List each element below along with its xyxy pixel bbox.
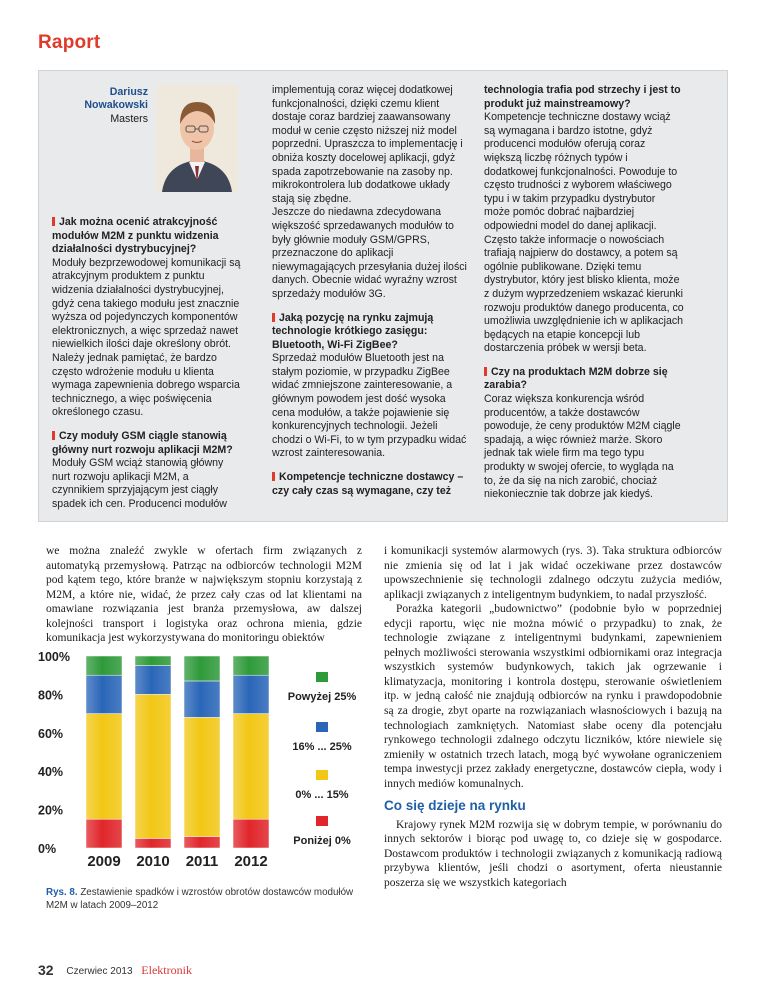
interview-question: Kompetencje techniczne dostawcy – czy cały czas są wymagane, czy też: [272, 471, 470, 498]
interview-answer: Sprzedaż modułów Bluetooth jest na stałym poziomie, w przypadku ZigBee widać zmniejszone zainteresowanie, a głównym powodem jest dość wysoka cena modułów, a także pojawienie się konkurencyjnych technologii. Jeżeli chodzi o Wi-Fi, to w tym przypadku widać wzrost zainteresowania.: [272, 352, 467, 460]
bar-segment-2012-015: [233, 714, 269, 820]
interview-answer: Moduły bezprzewodowej komunikacji są atrakcyjnym produktem z punktu widzenia działalności dystrybucyjnej, gdyż cena takiego modułu jest znacznie wyższa od pojedynczych komponentów elektronicznych, a więc sprzedaż nawet niewielkich ilości daje określony obrót. Należy jednak pamiętać, że bardzo często wdrożenie modułu u klienta wymaga zapewnienia dobrego wsparcia technicznego, a więc poświęcenia określonego czasu.: [52, 256, 241, 419]
y-tick-label: 80%: [38, 688, 64, 703]
interview-answer: Moduły GSM wciąż stanowią główny nurt rozwoju aplikacji M2M, a czynnikiem sprzyjającym jest ciągły spadek ich cen. Producenci modułów: [52, 457, 227, 510]
interview-question: Czy moduły GSM ciągle stanowią główny nurt rozwoju aplikacji M2M?: [52, 430, 242, 457]
y-tick-label: 20%: [38, 803, 64, 818]
interview-answer: Kompetencje techniczne dostawy wciąż są wymagana i bardzo istotne, gdyż producenci modułów oferują coraz większą liczbę różnych typów i dodatkowej funkcjonalności. Powoduje to często trudności z wyborem właściwego typu i w takim przypadku dystrybutor może pomóc dobrać najbardziej odpowiedni model do danej aplikacji. Często także informacje o nowościach trafiają najpierw do dostawcy, a potem są ogólnie publikowane. Dzięki temu dystrybutor, który jest blisko klienta, może z dużym wyprzedzeniem wskazać kierunki rozwoju produktów danego producenta, co umożliwia uwzględnienie ich w aplikacjach będących na etapie koncepcji lub dostarczenia próbek w wersji beta.: [484, 111, 684, 355]
section-heading: Co się dzieje na rynku: [384, 798, 526, 814]
bar-segment-2011-powyej25: [184, 656, 220, 681]
section-title: Raport: [38, 32, 101, 53]
magazine-name: Elektronik: [141, 963, 192, 977]
interview-question: Jaką pozycję na rynku zajmują technologie krótkiego zasięgu: Bluetooth, Wi-Fi ZigBee?: [272, 312, 470, 353]
bar-segment-2011-poniej0: [184, 836, 220, 848]
legend-label: 16% ... 25%: [292, 741, 352, 753]
interview-answer: implementują coraz więcej dodatkowej funkcjonalności, dzięki czemu klient dostaje coraz bardziej zaawansowany moduł w cenie często niższej niż model poprzedni. Upraszcza to implementację i obniża koszty docelowej aplikacji, gdyż spada zapotrzebowanie na zasoby np. mikrokontrolera lub dodatkowe układy stają się zbędne.: [272, 84, 463, 205]
bar-segment-2012-powyej25: [233, 656, 269, 675]
x-tick-label: 2009: [87, 853, 121, 870]
legend-swatch: [316, 816, 328, 826]
interview-question: Jak można ocenić atrakcyjność modułów M2M z punktu widzenia działalności dystrybucyjnej?: [52, 216, 242, 257]
legend-label: Poniżej 0%: [293, 835, 351, 847]
interview-column-1: [52, 206, 242, 511]
y-tick-label: 100%: [38, 650, 70, 664]
interview-answer: Coraz większa konkurencja wśród producentów, a także dostawców powoduje, że ceny produktów M2M ciągle spadają, a więc również marże. Skoro jednak tak wiele firm ma tego typu produkty w swojej ofercie, to wygląda na to, że da się na nich zarobić, chociaż niekoniecznie tak dobrze jak kiedyś.: [484, 393, 681, 501]
bar-segment-2011-015: [184, 717, 220, 836]
portrait-image: [156, 84, 238, 192]
bar-segment-2010-poniej0: [135, 838, 171, 848]
bar-segment-2012-poniej0: [233, 819, 269, 848]
legend-label: Powyżej 25%: [287, 691, 357, 703]
page-number: 32: [38, 962, 54, 978]
interview-answer: Jeszcze do niedawna zdecydowana większość sprzedawanych modułów to były głównie moduły GSM/GPRS, przeznaczone do aplikacji niewymagających przesyłania dużej ilości danych. Obecnie widać wyraźny wzrost sprzedaży modułów 3G.: [272, 206, 467, 300]
bar-segment-2009-powyej25: [86, 656, 122, 675]
article-right-column: [384, 544, 722, 891]
article-paragraph: Porażka kategorii „budownictwo” (podobnie było w poprzedniej edycji raportu, więc nie można mówić o przypadku) to znak, że technologie związane z inteligentnymi budynkami, zapewnieniem pełnych możliwości sterowania wszystkimi odbiornikami oraz integracja wszystkich systemów budynkowych, takich jak ogrzewanie i klimatyzacja, monitoring i kontrola dostępu, sterowanie oświetleniem itp. w jedną całość nie znajdują odbiorców na rynku i prawdopodobnie są za drogie, zbyt oparte na rozwiązaniach własnościowych i bazują na technologiach zamkniętych. Natomiast słabe oceny dla potencjału rynkowego technologii zdalnego odczytu liczników, które niewiele się zmieniły w ostatnich trzech latach, mogą być wywołane ograniczeniem tempa inwestycji przez zakłady energetyczne, dostawców ciepła, wody i innych mediów komunalnych.: [384, 603, 722, 790]
author-company: Masters: [110, 112, 148, 125]
x-tick-label: 2011: [185, 853, 219, 870]
bar-segment-2009-poniej0: [86, 819, 122, 848]
stacked-bar-chart: [38, 650, 368, 870]
y-tick-label: 0%: [38, 842, 57, 856]
article-left-column: [46, 544, 362, 646]
legend-swatch: [316, 770, 328, 780]
author-block: [52, 86, 148, 126]
bar-segment-2011-1625: [184, 681, 220, 717]
bar-segment-2010-powyej25: [135, 656, 171, 666]
bar-segment-2009-015: [86, 714, 122, 820]
interview-question: technologia trafia pod strzechy i jest to produkt już mainstreamowy?: [484, 84, 681, 110]
issue-date: Czerwiec 2013: [66, 966, 133, 977]
caption-label: Rys. 8.: [46, 887, 78, 898]
figure-caption: [46, 886, 362, 912]
x-tick-label: 2012: [234, 853, 268, 870]
bar-segment-2009-1625: [86, 675, 122, 713]
y-tick-label: 40%: [38, 765, 64, 780]
bar-segment-2010-015: [135, 694, 171, 838]
author-name: Dariusz Nowakowski: [84, 86, 148, 112]
x-tick-label: 2010: [136, 853, 170, 870]
chart: [38, 650, 368, 870]
y-tick-label: 60%: [38, 726, 64, 741]
legend-swatch: [316, 722, 328, 732]
article-paragraph: i komunikacji systemów alarmowych (rys. 3). Taka struktura odbiorców nie zmienia się od lat i jak widać oczekiwane przez dostawców upowszechnienie się technologii zdalnego odczytu zużycia mediów, aplikacji związanych z inteligentnym budynkiem, to nadal przyszłość.: [384, 545, 722, 601]
interview-column-2: [272, 84, 470, 498]
bar-segment-2010-1625: [135, 666, 171, 695]
interview-column-3: [484, 84, 684, 502]
article-paragraph: Krajowy rynek M2M rozwija się w dobrym tempie, w porównaniu do innych sektorów i biorąc pod uwagę to, co dzieje się w gospodarce. Dostawcom produktów i technologii związanych z komunikacją radiową przybywa klientów, jeśli chodzi o asortyment, oferta nieustannie poszerza się we wszystkich kategoriach: [384, 818, 722, 890]
legend-label: 0% ... 15%: [295, 789, 349, 801]
author-photo: [156, 84, 238, 192]
caption-text: Zestawienie spadków i wzrostów obrotów dostawców modułów M2M w latach 2009–2012: [46, 887, 354, 911]
interview-question: Czy na produktach M2M dobrze się zarabia?: [484, 366, 684, 393]
page-footer: [38, 962, 192, 978]
legend-swatch: [316, 672, 328, 682]
bar-segment-2012-1625: [233, 675, 269, 713]
article-paragraph: we można znaleźć zwykle w ofertach firm związanych z automatyką przemysłową. Patrząc na odbiorców technologii M2M pod kątem tego, które branże w największym stopniu korzystają z M2M, a które nie, widać, że przez cały czas od lat klientami na omawiane rozwiązania jest branża przemysłowa, aw dalszej kolejności transport i logistyka oraz ochrona mienia, gdzie komunikacja jest wykorzystywana do monitoringu obiektów: [46, 545, 362, 645]
